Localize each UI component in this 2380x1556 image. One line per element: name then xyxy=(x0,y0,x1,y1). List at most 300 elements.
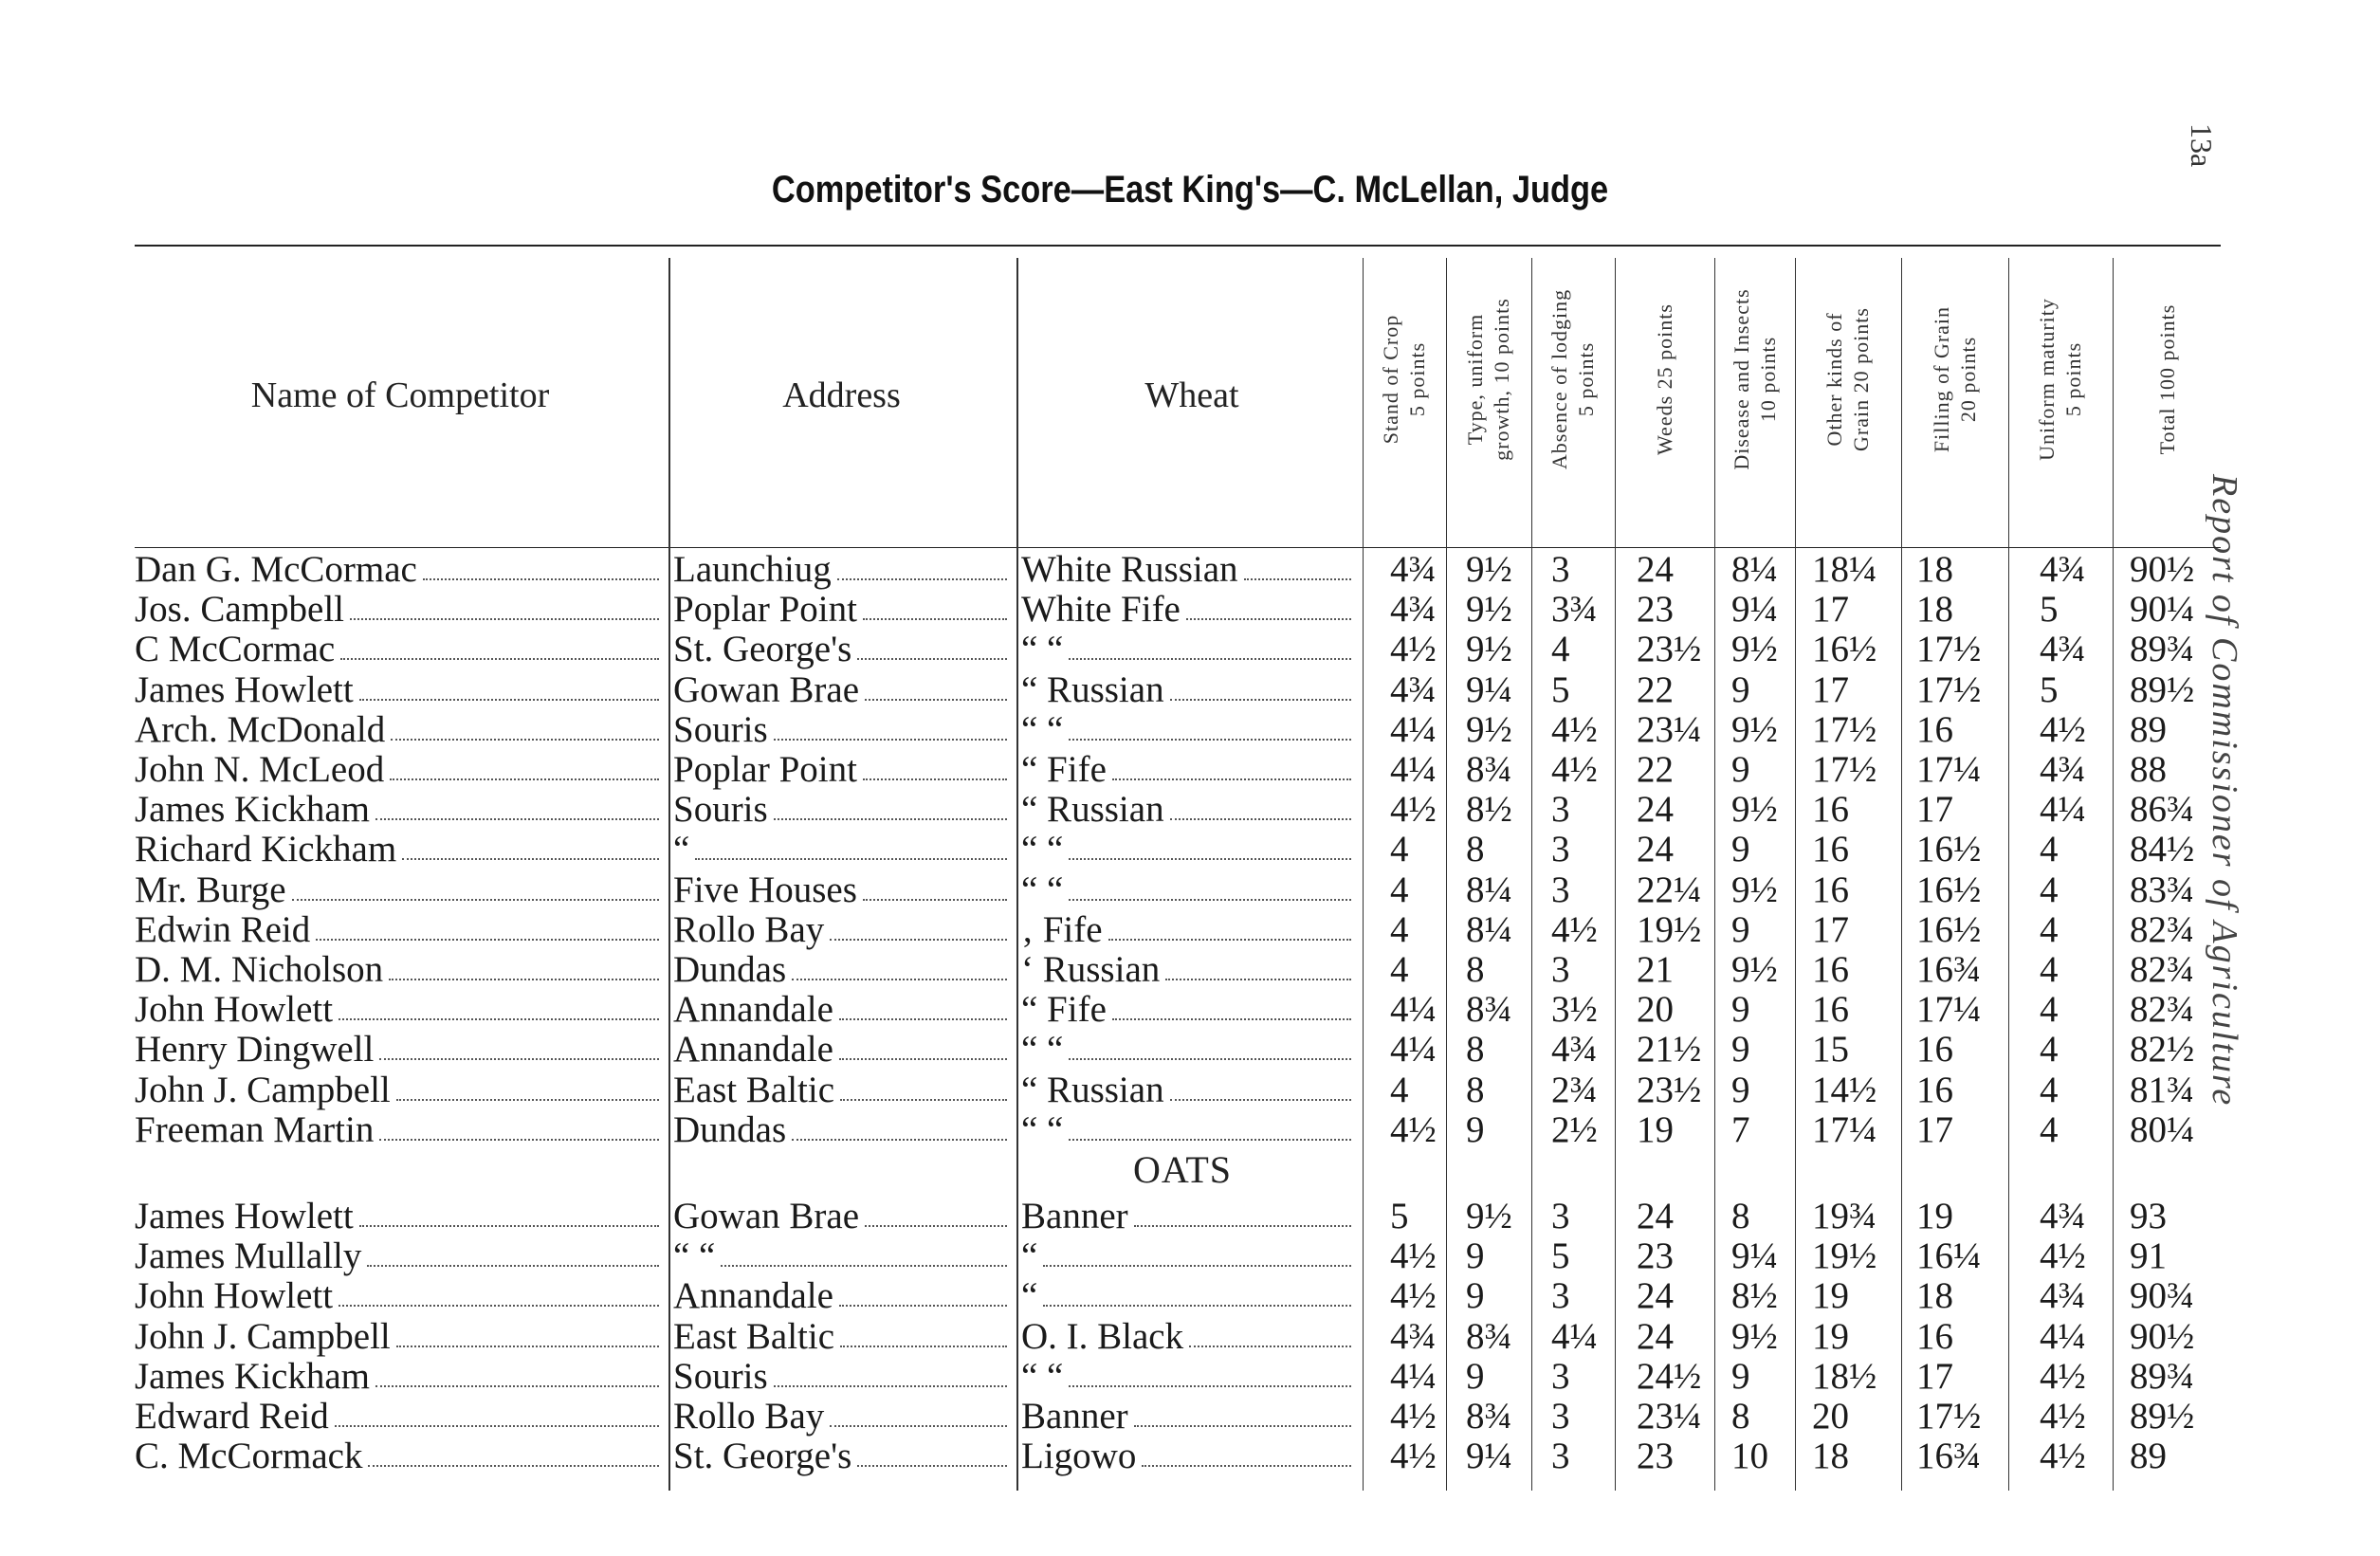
dot-leader xyxy=(402,858,659,860)
score-lodging: 3¾ xyxy=(1551,589,1598,631)
dot-leader xyxy=(857,1465,1007,1467)
score-other: 18¼ xyxy=(1812,549,1877,590)
competitor-name: Jos. Campbell xyxy=(135,589,344,631)
dot-leader xyxy=(335,1425,659,1427)
score-filling: 16¾ xyxy=(1916,949,1982,990)
competitor-address: East Baltic xyxy=(673,1315,835,1357)
dot-leader xyxy=(423,578,659,580)
score-weeds: 22¼ xyxy=(1637,869,1702,910)
column-header-line: Type, uniform xyxy=(1463,313,1487,446)
score-type: 8¾ xyxy=(1466,1396,1512,1437)
dot-leader xyxy=(865,1225,1007,1227)
page-number: 13a xyxy=(2185,123,2219,168)
score-type: 8 xyxy=(1466,829,1485,870)
header-bottom-rule xyxy=(135,547,2221,548)
dot-leader xyxy=(1043,1265,1351,1267)
competitor-name: John J. Campbell xyxy=(135,1069,391,1110)
score-type: 8 xyxy=(1466,1069,1485,1110)
competitor-name: Arch. McDonald xyxy=(135,708,386,750)
score-weeds: 20 xyxy=(1637,989,1674,1031)
score-other: 16 xyxy=(1812,829,1849,870)
score-filling: 16¾ xyxy=(1916,1436,1982,1477)
score-disease: 9½ xyxy=(1731,869,1778,910)
score-other: 16 xyxy=(1812,949,1849,990)
competitor-address: Poplar Point xyxy=(673,749,857,790)
score-total: 90½ xyxy=(2130,1315,2195,1357)
column-header-line: Weeds 25 points xyxy=(1652,303,1676,455)
dot-leader xyxy=(375,818,659,820)
competitor-address: Gowan Brae xyxy=(673,668,860,710)
score-disease: 9½ xyxy=(1731,708,1778,750)
dot-leader xyxy=(1112,778,1351,780)
score-filling: 16½ xyxy=(1916,829,1982,870)
competitor-name: John J. Campbell xyxy=(135,1315,391,1357)
score-maturity: 4 xyxy=(2040,989,2059,1031)
score-total: 81¾ xyxy=(2130,1069,2195,1110)
grain-variety: Ligowo xyxy=(1021,1436,1137,1477)
competitor-address: Souris xyxy=(673,708,768,750)
dot-leader xyxy=(391,739,659,741)
column-header-line: Total 100 points xyxy=(2154,303,2179,455)
score-other: 17½ xyxy=(1812,749,1877,790)
score-disease: 9 xyxy=(1731,749,1750,790)
score-type: 8¼ xyxy=(1466,908,1512,950)
column-header-line: 20 points xyxy=(1955,336,1980,423)
grain-variety: O. I. Black xyxy=(1021,1315,1184,1357)
score-maturity: 5 xyxy=(2040,668,2059,710)
score-disease: 9½ xyxy=(1731,949,1778,990)
score-type: 8 xyxy=(1466,1029,1485,1071)
score-total: 91 xyxy=(2130,1236,2167,1277)
score-other: 18½ xyxy=(1812,1355,1877,1397)
competitor-name: John Howlett xyxy=(135,989,334,1031)
score-total: 82¾ xyxy=(2130,908,2195,950)
page-title: Competitor's Score—East King's—C. McLellan, Judge xyxy=(771,169,1609,211)
score-weeds: 22 xyxy=(1637,668,1674,710)
dot-leader xyxy=(350,618,659,620)
dot-leader xyxy=(1142,1465,1351,1467)
competitor-name: Freeman Martin xyxy=(135,1108,375,1150)
score-filling: 16 xyxy=(1916,1029,1953,1071)
competitor-name: Edward Reid xyxy=(135,1396,329,1437)
competitor-address: Gowan Brae xyxy=(673,1196,860,1236)
dot-leader xyxy=(1069,1139,1351,1141)
score-lodging: 3 xyxy=(1551,829,1570,870)
dot-leader xyxy=(840,1345,1007,1347)
dot-leader xyxy=(396,1099,659,1101)
score-stand: 4½ xyxy=(1390,1396,1437,1437)
score-maturity: 4 xyxy=(2040,869,2059,910)
dot-leader xyxy=(839,1058,1007,1060)
score-disease: 10 xyxy=(1731,1436,1768,1477)
score-type: 9 xyxy=(1466,1108,1485,1150)
score-filling: 17 xyxy=(1916,1355,1953,1397)
dot-leader xyxy=(1069,899,1351,901)
score-disease: 9½ xyxy=(1731,629,1778,670)
dot-leader xyxy=(339,1018,659,1020)
dot-leader xyxy=(1170,818,1351,820)
score-filling: 19 xyxy=(1916,1196,1953,1236)
grain-variety: “ “ xyxy=(1021,629,1064,670)
score-filling: 16 xyxy=(1916,708,1953,750)
dot-leader xyxy=(774,739,1007,741)
score-maturity: 4½ xyxy=(2040,1236,2086,1277)
score-weeds: 19½ xyxy=(1637,908,1702,950)
score-total: 89½ xyxy=(2130,1396,2195,1437)
score-maturity: 4 xyxy=(2040,1069,2059,1110)
competitor-address: Launchiug xyxy=(673,549,832,590)
score-disease: 9 xyxy=(1731,829,1750,870)
competitor-address: “ “ xyxy=(673,1236,716,1277)
table-row xyxy=(0,790,2380,830)
score-lodging: 2¾ xyxy=(1551,1069,1598,1110)
competitor-name: C. McCormack xyxy=(135,1436,363,1477)
score-disease: 7 xyxy=(1731,1108,1750,1150)
score-maturity: 4¼ xyxy=(2040,1315,2086,1357)
grain-variety: “ xyxy=(1021,1236,1038,1277)
dot-leader xyxy=(359,1225,659,1227)
table-row xyxy=(0,1071,2380,1110)
score-other: 19½ xyxy=(1812,1236,1877,1277)
competitor-address: Annandale xyxy=(673,989,833,1031)
column-header-line: Absence of lodging xyxy=(1547,288,1571,470)
dot-leader xyxy=(316,939,659,941)
score-filling: 18 xyxy=(1916,549,1953,590)
score-total: 90¾ xyxy=(2130,1275,2195,1317)
competitor-name: Richard Kickham xyxy=(135,829,397,870)
grain-variety: “ Russian xyxy=(1021,668,1164,710)
grain-variety: ‚ Fife xyxy=(1021,908,1103,950)
grain-variety: “ Russian xyxy=(1021,1069,1164,1110)
dot-leader xyxy=(379,1139,659,1141)
score-filling: 16½ xyxy=(1916,908,1982,950)
dot-leader xyxy=(339,1305,659,1307)
score-total: 89½ xyxy=(2130,668,2195,710)
dot-leader xyxy=(1165,979,1351,980)
score-lodging: 4½ xyxy=(1551,749,1598,790)
column-header-line: Stand of Crop xyxy=(1379,314,1402,445)
score-filling: 17¼ xyxy=(1916,989,1982,1031)
grain-variety: “ “ xyxy=(1021,829,1064,870)
dot-leader xyxy=(857,658,1007,660)
score-maturity: 4¾ xyxy=(2040,549,2086,590)
column-header-line: 5 points xyxy=(1405,341,1429,417)
score-weeds: 23¼ xyxy=(1637,708,1702,750)
score-maturity: 4½ xyxy=(2040,1396,2086,1437)
score-type: 9½ xyxy=(1466,708,1512,750)
score-maturity: 4½ xyxy=(2040,708,2086,750)
score-type: 9½ xyxy=(1466,1196,1512,1236)
competitor-address: Rollo Bay xyxy=(673,908,825,950)
table-row xyxy=(0,1397,2380,1437)
score-maturity: 4 xyxy=(2040,949,2059,990)
score-total: 89 xyxy=(2130,1436,2167,1477)
dot-leader xyxy=(1043,1305,1351,1307)
score-filling: 18 xyxy=(1916,1275,1953,1317)
grain-variety: “ “ xyxy=(1021,1108,1064,1150)
score-weeds: 24 xyxy=(1637,549,1674,590)
dot-leader xyxy=(774,818,1007,820)
dot-leader xyxy=(379,1058,659,1060)
dot-leader xyxy=(1069,1058,1351,1060)
dot-leader xyxy=(840,1099,1007,1101)
dot-leader xyxy=(863,899,1007,901)
score-other: 17 xyxy=(1812,668,1849,710)
table-row xyxy=(0,910,2380,950)
score-other: 20 xyxy=(1812,1396,1849,1437)
table-row xyxy=(0,630,2380,669)
score-type: 9¼ xyxy=(1466,1436,1512,1477)
competitor-address: Poplar Point xyxy=(673,589,857,631)
running-side-title: Report of Commissioner of Agriculture xyxy=(2205,474,2244,1108)
score-weeds: 24 xyxy=(1637,789,1674,831)
score-disease: 8¼ xyxy=(1731,549,1778,590)
grain-variety: White Russian xyxy=(1021,549,1238,590)
score-stand: 4 xyxy=(1390,1069,1409,1110)
score-other: 17 xyxy=(1812,908,1849,950)
grain-variety: “ Fife xyxy=(1021,749,1107,790)
section-label-oats: OATS xyxy=(1133,1148,1233,1191)
score-lodging: 3 xyxy=(1551,1436,1570,1477)
score-filling: 17½ xyxy=(1916,668,1982,710)
score-lodging: 3 xyxy=(1551,789,1570,831)
table-row xyxy=(0,750,2380,790)
score-type: 9 xyxy=(1466,1236,1485,1277)
column-header-line: Filling of Grain xyxy=(1929,305,1953,453)
score-lodging: 3 xyxy=(1551,1396,1570,1437)
competitor-name: James Mullally xyxy=(135,1236,362,1277)
competitor-address: St. George's xyxy=(673,1436,852,1477)
competitor-address: St. George's xyxy=(673,629,852,670)
score-stand: 4½ xyxy=(1390,1236,1437,1277)
score-disease: 9 xyxy=(1731,1029,1750,1071)
score-weeds: 23¼ xyxy=(1637,1396,1702,1437)
score-lodging: 2½ xyxy=(1551,1108,1598,1150)
dot-leader xyxy=(830,1425,1007,1427)
table-row xyxy=(0,1317,2380,1357)
score-weeds: 24 xyxy=(1637,1275,1674,1317)
dot-leader xyxy=(1244,578,1351,580)
score-disease: 9½ xyxy=(1731,789,1778,831)
dot-leader xyxy=(830,939,1007,941)
grain-variety: “ Russian xyxy=(1021,789,1164,831)
table-top-rule xyxy=(135,245,2221,247)
dot-leader xyxy=(837,578,1007,580)
score-disease: 9 xyxy=(1731,1355,1750,1397)
score-other: 15 xyxy=(1812,1029,1849,1071)
column-header-name: Name of Competitor xyxy=(250,375,550,415)
competitor-address: East Baltic xyxy=(673,1069,835,1110)
score-lodging: 3½ xyxy=(1551,989,1598,1031)
grain-variety: “ “ xyxy=(1021,708,1064,750)
dot-leader xyxy=(792,1139,1007,1141)
dot-leader xyxy=(1069,1385,1351,1387)
score-lodging: 3 xyxy=(1551,1196,1570,1236)
score-maturity: 4 xyxy=(2040,1029,2059,1071)
dot-leader xyxy=(1189,1345,1351,1347)
score-stand: 4½ xyxy=(1390,629,1437,670)
competitor-name: Mr. Burge xyxy=(135,869,286,910)
competitor-name: James Howlett xyxy=(135,1196,354,1236)
score-other: 17½ xyxy=(1812,708,1877,750)
grain-variety: “ “ xyxy=(1021,1029,1064,1071)
score-type: 9¼ xyxy=(1466,668,1512,710)
score-lodging: 3 xyxy=(1551,1355,1570,1397)
dot-leader xyxy=(1134,1425,1351,1427)
table-row xyxy=(0,1110,2380,1150)
dot-leader xyxy=(1069,658,1351,660)
score-maturity: 4¾ xyxy=(2040,1275,2086,1317)
score-disease: 9 xyxy=(1731,908,1750,950)
table-row xyxy=(0,1276,2380,1316)
score-type: 9 xyxy=(1466,1275,1485,1317)
score-maturity: 4¼ xyxy=(2040,789,2086,831)
score-other: 19 xyxy=(1812,1275,1849,1317)
column-header-line: Other kinds of xyxy=(1822,312,1846,447)
score-lodging: 3 xyxy=(1551,549,1570,590)
score-maturity: 4¾ xyxy=(2040,749,2086,790)
score-filling: 16½ xyxy=(1916,869,1982,910)
competitor-address: “ xyxy=(673,829,690,870)
score-stand: 4 xyxy=(1390,949,1409,990)
column-header-line: Grain 20 points xyxy=(1849,307,1873,451)
score-type: 8¼ xyxy=(1466,869,1512,910)
score-stand: 4¼ xyxy=(1390,749,1437,790)
table-row xyxy=(0,1197,2380,1236)
table-row xyxy=(0,990,2380,1030)
grain-variety: “ “ xyxy=(1021,869,1064,910)
score-filling: 16¼ xyxy=(1916,1236,1982,1277)
score-total: 90½ xyxy=(2130,549,2195,590)
table-row xyxy=(0,1357,2380,1397)
score-weeds: 21 xyxy=(1637,949,1674,990)
dot-leader xyxy=(721,1265,1007,1267)
column-header-line: 5 points xyxy=(1574,341,1598,417)
dot-leader xyxy=(792,979,1007,980)
score-weeds: 19 xyxy=(1637,1108,1674,1150)
score-stand: 4¾ xyxy=(1390,668,1437,710)
score-stand: 4½ xyxy=(1390,789,1437,831)
competitor-name: D. M. Nicholson xyxy=(135,949,384,990)
competitor-name: Dan G. McCormac xyxy=(135,549,417,590)
score-type: 8 xyxy=(1466,949,1485,990)
score-total: 80¼ xyxy=(2130,1108,2195,1150)
score-maturity: 4½ xyxy=(2040,1436,2086,1477)
score-total: 90¼ xyxy=(2130,589,2195,631)
table-row xyxy=(0,950,2380,990)
score-maturity: 4¾ xyxy=(2040,1196,2086,1236)
score-weeds: 23 xyxy=(1637,1436,1674,1477)
score-type: 9½ xyxy=(1466,589,1512,631)
competitor-address: Dundas xyxy=(673,1108,787,1150)
score-filling: 17 xyxy=(1916,789,1953,831)
score-stand: 4¼ xyxy=(1390,1355,1437,1397)
score-weeds: 22 xyxy=(1637,749,1674,790)
dot-leader xyxy=(1170,699,1351,701)
dot-leader xyxy=(839,1305,1007,1307)
table-row xyxy=(0,670,2380,710)
score-other: 19 xyxy=(1812,1315,1849,1357)
score-filling: 17½ xyxy=(1916,1396,1982,1437)
score-stand: 4¼ xyxy=(1390,708,1437,750)
table-row xyxy=(0,830,2380,870)
dot-leader xyxy=(375,1385,659,1387)
score-filling: 17½ xyxy=(1916,629,1982,670)
score-disease: 9 xyxy=(1731,989,1750,1031)
competitor-name: Edwin Reid xyxy=(135,908,311,950)
dot-leader xyxy=(863,778,1007,780)
score-weeds: 24 xyxy=(1637,829,1674,870)
score-disease: 9½ xyxy=(1731,1315,1778,1357)
score-stand: 4¼ xyxy=(1390,1029,1437,1071)
dot-leader xyxy=(839,1018,1007,1020)
score-other: 16½ xyxy=(1812,629,1877,670)
score-lodging: 5 xyxy=(1551,1236,1570,1277)
score-weeds: 23½ xyxy=(1637,629,1702,670)
score-type: 9½ xyxy=(1466,629,1512,670)
table-row xyxy=(0,870,2380,910)
score-disease: 9 xyxy=(1731,1069,1750,1110)
competitor-address: Dundas xyxy=(673,949,787,990)
score-stand: 4½ xyxy=(1390,1108,1437,1150)
score-disease: 9 xyxy=(1731,668,1750,710)
score-other: 16 xyxy=(1812,789,1849,831)
competitor-address: Five Houses xyxy=(673,869,857,910)
competitor-address: Souris xyxy=(673,789,768,831)
competitor-name: John N. McLeod xyxy=(135,749,385,790)
score-stand: 4½ xyxy=(1390,1436,1437,1477)
score-lodging: 3 xyxy=(1551,949,1570,990)
score-stand: 4½ xyxy=(1390,1275,1437,1317)
competitor-name: Henry Dingwell xyxy=(135,1029,375,1071)
grain-variety: Banner xyxy=(1021,1196,1128,1236)
score-disease: 9¼ xyxy=(1731,1236,1778,1277)
score-disease: 9¼ xyxy=(1731,589,1778,631)
dot-leader xyxy=(396,1345,659,1347)
score-lodging: 4½ xyxy=(1551,908,1598,950)
score-lodging: 4½ xyxy=(1551,708,1598,750)
score-weeds: 23½ xyxy=(1637,1069,1702,1110)
score-stand: 4 xyxy=(1390,829,1409,870)
competitor-name: James Howlett xyxy=(135,668,354,710)
score-maturity: 4 xyxy=(2040,1108,2059,1150)
score-weeds: 23 xyxy=(1637,589,1674,631)
score-lodging: 4¾ xyxy=(1551,1029,1598,1071)
score-other: 18 xyxy=(1812,1436,1849,1477)
score-total: 84½ xyxy=(2130,829,2195,870)
competitor-name: James Kickham xyxy=(135,789,371,831)
column-header-variety: Wheat xyxy=(1144,375,1239,415)
score-total: 93 xyxy=(2130,1196,2167,1236)
score-stand: 5 xyxy=(1390,1196,1409,1236)
score-disease: 8 xyxy=(1731,1396,1750,1437)
score-total: 82½ xyxy=(2130,1029,2195,1071)
column-header-line: growth, 10 points xyxy=(1490,298,1513,461)
score-stand: 4 xyxy=(1390,908,1409,950)
score-lodging: 3 xyxy=(1551,869,1570,910)
score-type: 9 xyxy=(1466,1355,1485,1397)
score-weeds: 23 xyxy=(1637,1236,1674,1277)
score-filling: 17 xyxy=(1916,1108,1953,1150)
score-weeds: 21½ xyxy=(1637,1029,1702,1071)
competitor-name: James Kickham xyxy=(135,1355,371,1397)
competitor-address: Annandale xyxy=(673,1029,833,1071)
grain-variety: “ “ xyxy=(1021,1355,1064,1397)
column-header-line: Disease and Insects xyxy=(1729,288,1753,470)
table-row xyxy=(0,550,2380,590)
table-row xyxy=(0,1437,2380,1476)
column-header-line: 5 points xyxy=(2061,341,2085,417)
